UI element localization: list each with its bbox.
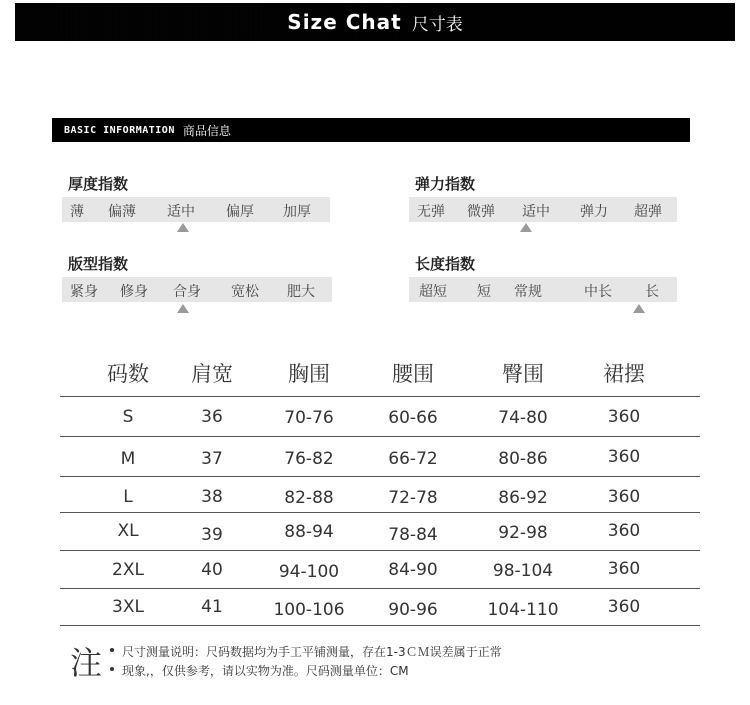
cell-shoulder: 38 — [201, 487, 223, 507]
header-banner — [15, 3, 735, 41]
thickness-option: 适中 — [167, 204, 195, 220]
length-option: 中长 — [584, 284, 612, 300]
elasticity-option: 超弹 — [634, 204, 662, 220]
thickness-option: 偏厚 — [226, 204, 254, 220]
cell-bust: 76-82 — [284, 449, 334, 469]
length-option: 常规 — [514, 284, 542, 300]
cell-shoulder: 37 — [201, 449, 223, 469]
cell-size: XL — [117, 521, 139, 541]
length-option: 短 — [477, 284, 491, 300]
cell-waist: 90-96 — [388, 600, 438, 620]
cell-waist: 66-72 — [388, 449, 438, 469]
cell-size: 2XL — [112, 560, 144, 580]
length-selected-marker — [633, 304, 645, 313]
cell-bust: 88-94 — [284, 522, 334, 542]
length-index-bar — [409, 277, 677, 302]
fit-option: 紧身 — [70, 284, 98, 300]
cell-bust: 100-106 — [273, 600, 345, 620]
cell-bust: 82-88 — [284, 488, 334, 508]
cell-hip: 98-104 — [492, 561, 554, 581]
cell-size: M — [120, 449, 136, 469]
bullet-dot — [110, 667, 114, 671]
length-option: 超短 — [419, 284, 447, 300]
cell-waist: 84-90 — [388, 560, 438, 580]
header-waist: 腰围 — [392, 362, 434, 386]
cell-hip: 92-98 — [498, 523, 548, 543]
cell-waist: 78-84 — [388, 525, 438, 545]
cell-hip: 104-110 — [487, 600, 559, 620]
banner-title-zh: 尺寸表 — [411, 14, 463, 35]
table-row — [60, 550, 700, 589]
thickness-option: 偏薄 — [108, 204, 136, 220]
cell-hem: 360 — [607, 407, 641, 427]
elasticity-index-title: 弹力指数 — [415, 175, 476, 193]
fit-option: 修身 — [120, 284, 148, 300]
elasticity-index-bar — [409, 197, 677, 222]
banner-title-en: Size Chat — [287, 10, 402, 34]
header-bust: 胸围 — [288, 362, 330, 386]
fit-selected-marker — [177, 304, 189, 313]
length-option: 长 — [645, 284, 659, 300]
cell-hem: 360 — [607, 447, 641, 467]
note-line-1: 尺寸测量说明：尺码数据均为手工平铺测量，存在1-3ＣＭ误差属于正常 — [122, 645, 502, 659]
elasticity-option: 弹力 — [580, 204, 608, 220]
fit-option: 肥大 — [287, 284, 315, 300]
cell-shoulder: 41 — [201, 597, 223, 617]
header-hip: 臀围 — [502, 362, 544, 386]
thickness-option: 加厚 — [283, 204, 311, 220]
thickness-option: 薄 — [70, 204, 84, 220]
table-row — [60, 396, 700, 435]
cell-shoulder: 36 — [201, 407, 223, 427]
cell-bust: 94-100 — [278, 562, 340, 582]
cell-hip: 86-92 — [498, 488, 548, 508]
size-table-header — [60, 355, 700, 395]
fit-option: 宽松 — [231, 284, 259, 300]
table-bottom-rule — [60, 625, 700, 626]
cell-size: L — [123, 487, 133, 507]
basic-info-bar — [52, 118, 690, 142]
table-row — [60, 512, 700, 551]
fit-index-bar — [62, 277, 332, 302]
cell-waist: 72-78 — [388, 488, 438, 508]
basic-info-zh: 商品信息 — [182, 123, 231, 138]
cell-shoulder: 40 — [201, 560, 223, 580]
header-size: 码数 — [107, 362, 149, 386]
elasticity-option: 无弹 — [417, 204, 445, 220]
cell-hem: 360 — [607, 521, 641, 541]
cell-hem: 360 — [607, 559, 641, 579]
cell-size: 3XL — [112, 597, 144, 617]
cell-shoulder: 39 — [201, 525, 223, 545]
table-row — [60, 588, 700, 627]
header-hem: 裙摆 — [603, 362, 645, 386]
note-mark: 注 — [70, 644, 103, 682]
cell-bust: 70-76 — [284, 408, 334, 428]
elasticity-selected-marker — [520, 223, 532, 232]
length-index-title: 长度指数 — [415, 255, 476, 273]
fit-index-title: 版型指数 — [68, 255, 129, 273]
cell-hem: 360 — [607, 487, 641, 507]
thickness-index-bar — [62, 197, 330, 222]
header-shoulder: 肩宽 — [191, 362, 233, 386]
cell-waist: 60-66 — [388, 408, 438, 428]
table-row — [60, 476, 700, 515]
basic-info-en: BASIC INFORMATION — [64, 124, 175, 136]
elasticity-option: 微弹 — [467, 204, 495, 220]
elasticity-option: 适中 — [522, 204, 550, 220]
note-line-2: 现象,，仅供参考，请以实物为准。尺码测量单位：CM — [122, 664, 409, 678]
cell-hem: 360 — [607, 597, 641, 617]
bullet-dot — [110, 648, 114, 652]
cell-hip: 74-80 — [498, 408, 548, 428]
thickness-selected-marker — [177, 223, 189, 232]
table-row — [60, 436, 700, 475]
fit-option: 合身 — [173, 284, 201, 300]
cell-hip: 80-86 — [498, 449, 548, 469]
cell-size: S — [122, 407, 134, 427]
thickness-index-title: 厚度指数 — [68, 175, 129, 193]
